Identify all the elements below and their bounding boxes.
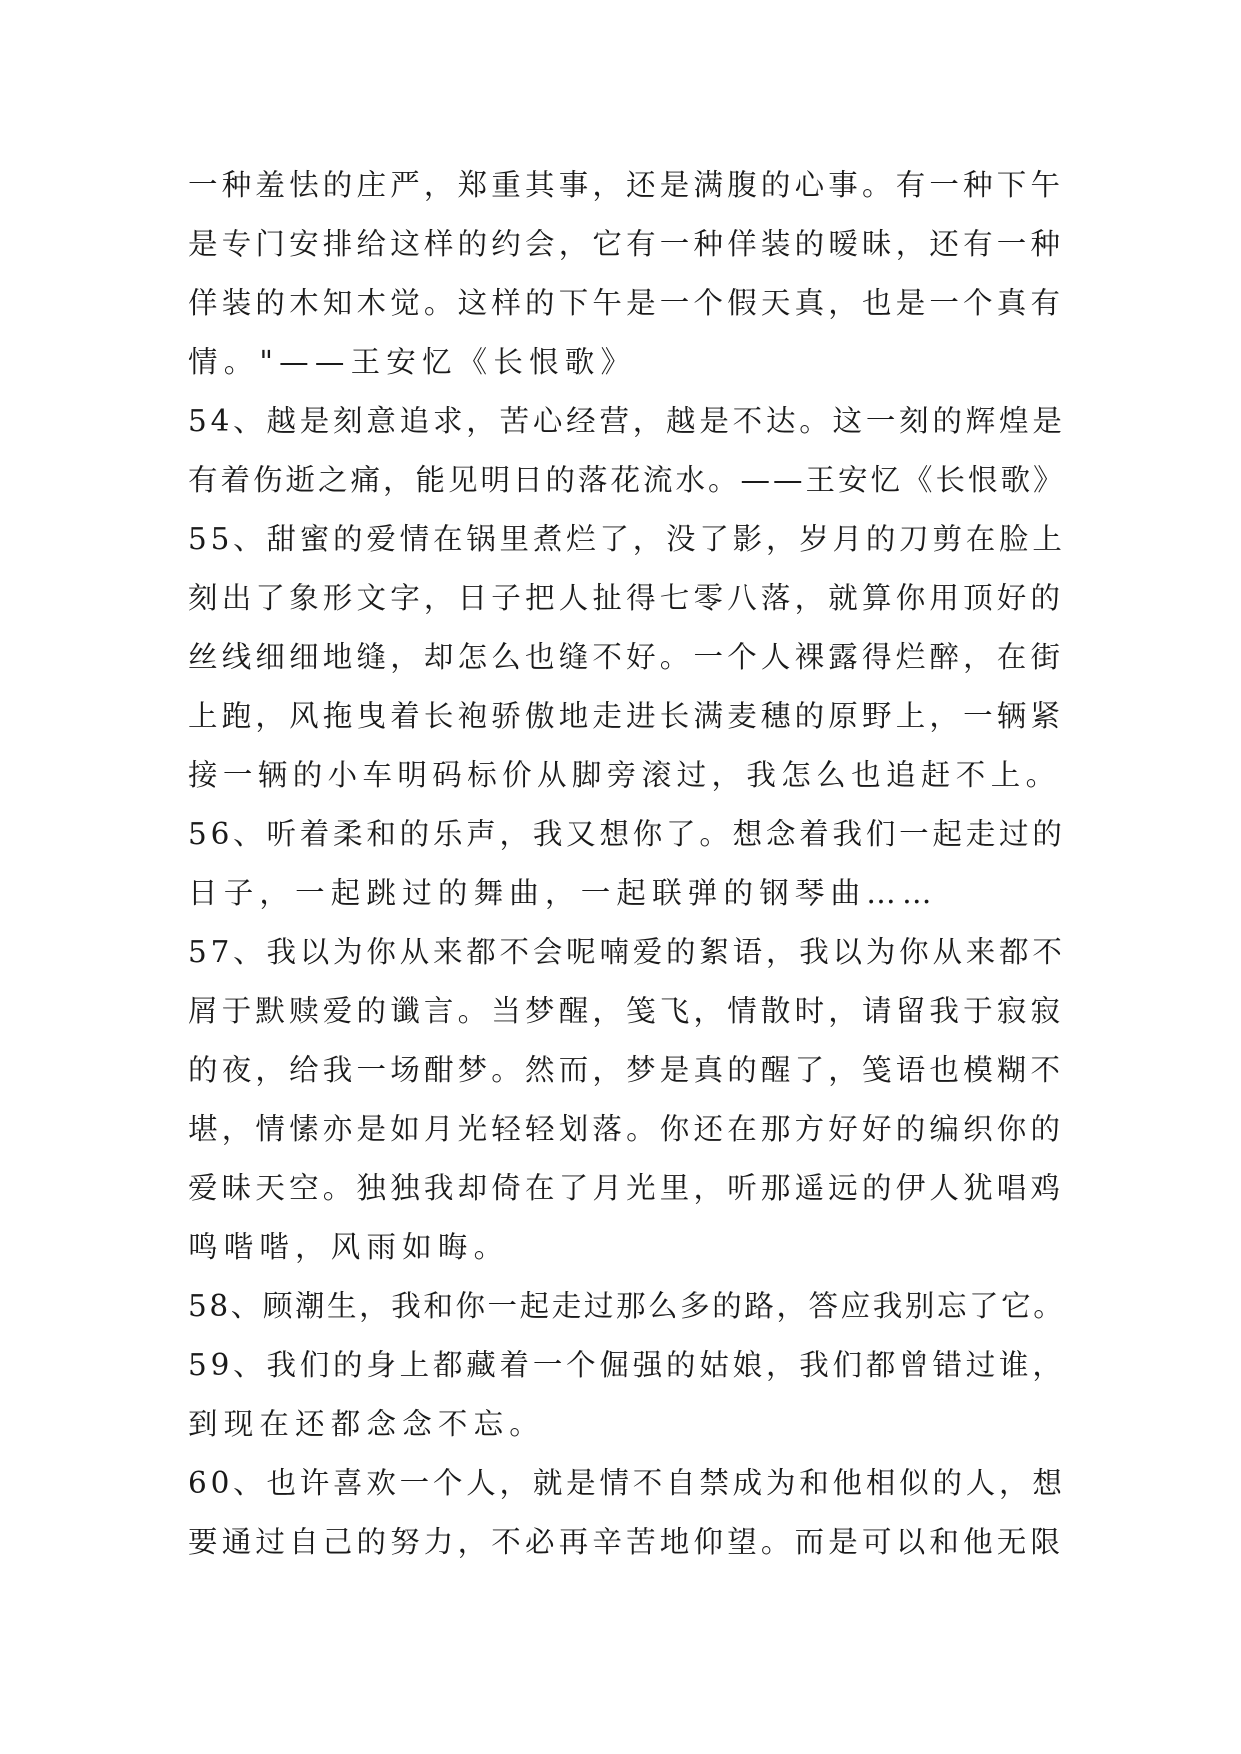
text-line: 上跑，风拖曳着长袍骄傲地走进长满麦穗的原野上，一辆紧 [188,699,1065,733]
text-line: 佯装的木知木觉。这样的下午是一个假天真，也是一个真有 [188,286,1065,320]
text-line: 59、我们的身上都藏着一个倔强的姑娘，我们都曾错过谁， [188,1348,1066,1382]
text-line: 丝线细细地缝，却怎么也缝不好。一个人裸露得烂醉，在街 [188,640,1065,674]
text-line: 60、也许喜欢一个人，就是情不自禁成为和他相似的人，想 [188,1466,1066,1500]
text-line: 55、甜蜜的爱情在锅里煮烂了，没了影，岁月的刀剪在脸上 [188,522,1066,556]
text-line: 屑于默赎爱的谶言。当梦醒，笺飞，情散时，请留我于寂寂 [188,994,1065,1028]
text-line: 是专门安排给这样的约会，它有一种佯装的暧昧，还有一种 [188,227,1065,261]
text-line: 要通过自己的努力，不必再辛苦地仰望。而是可以和他无限 [188,1525,1065,1559]
text-line: 一种羞怯的庄严，郑重其事，还是满腹的心事。有一种下午 [188,168,1065,202]
text-line: 58、顾潮生，我和你一起走过那么多的路，答应我别忘了它。 [188,1289,1066,1323]
text-line: 接一辆的小车明码标价从脚旁滚过，我怎么也追赶不上。 [188,758,1061,792]
text-line: 56、听着柔和的乐声，我又想你了。想念着我们一起走过的 [188,817,1066,851]
text-line: 到现在还都念念不忘。 [188,1407,546,1441]
text-line: 情。"——王安忆《长恨歌》 [188,345,637,379]
text-line: 57、我以为你从来都不会呢喃爱的絮语，我以为你从来都不 [188,935,1066,969]
text-line: 有着伤逝之痛，能见明日的落花流水。——王安忆《长恨歌》 [188,463,1066,497]
text-line: 刻出了象形文字，日子把人扯得七零八落，就算你用顶好的 [188,581,1065,615]
text-line: 鸣喈喈，风雨如晦。 [188,1230,510,1264]
text-line: 堪，情愫亦是如月光轻轻划落。你还在那方好好的编织你的 [188,1112,1065,1146]
text-line: 爱昧天空。独独我却倚在了月光里，听那遥远的伊人犹唱鸡 [188,1171,1065,1205]
text-line: 的夜，给我一场酣梦。然而，梦是真的醒了，笺语也模糊不 [188,1053,1065,1087]
text-line: 54、越是刻意追求，苦心经营，越是不达。这一刻的辉煌是 [188,404,1066,438]
body-text [188,156,1068,1572]
text-line: 日子，一起跳过的舞曲，一起联弹的钢琴曲…… [188,876,938,910]
